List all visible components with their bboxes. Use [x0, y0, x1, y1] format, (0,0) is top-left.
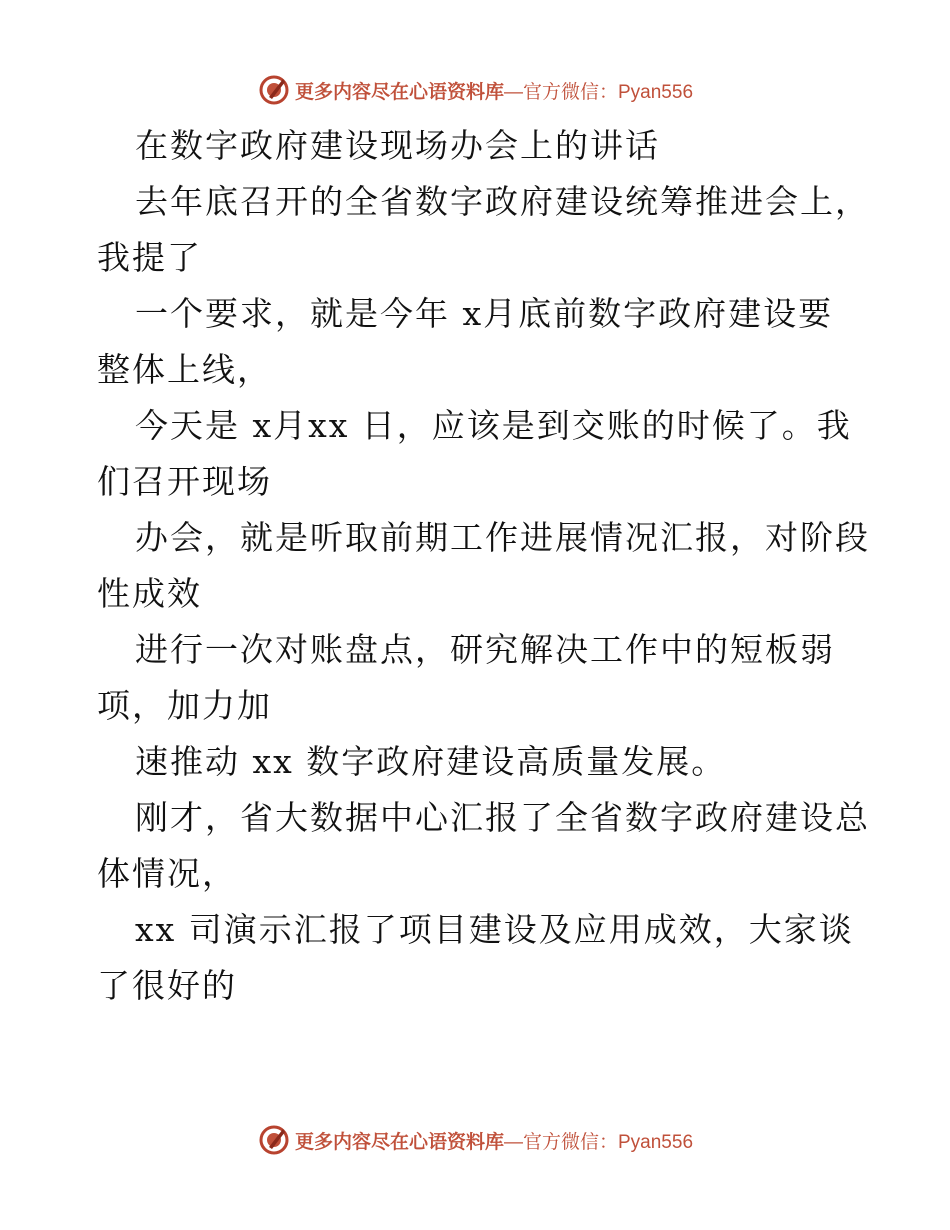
- banner-contact: —官方微信：Pyan556: [504, 1131, 694, 1153]
- paragraph-line: 们召开现场: [97, 462, 272, 501]
- paragraph-line: 今天是 x月xx 日，应该是到交账的时候了。我: [135, 406, 852, 445]
- paragraph-line: 性成效: [97, 574, 202, 613]
- paragraph-line: 刚才，省大数据中心汇报了全省数字政府建设总: [135, 798, 870, 837]
- banner-text: 更多内容尽在心语资料库: [294, 80, 504, 103]
- paragraph-line: 整体上线，: [97, 350, 272, 389]
- paragraph-line: 速推动 xx 数字政府建设高质量发展。: [135, 742, 727, 781]
- header-watermark-banner: [0, 70, 950, 110]
- banner-contact: —官方微信：Pyan556: [504, 81, 694, 103]
- paragraph-line: 体情况，: [97, 854, 237, 893]
- paragraph-line: 办会，就是听取前期工作进展情况汇报，对阶段: [135, 518, 870, 557]
- paragraph-line: 项，加力加: [97, 686, 272, 725]
- quill-logo-icon: [257, 73, 291, 107]
- document-body: [97, 118, 870, 1014]
- paragraph-line: 进行一次对账盘点，研究解决工作中的短板弱: [135, 630, 835, 669]
- footer-watermark-banner: [0, 1120, 950, 1160]
- paragraph-line: 一个要求，就是今年 x月底前数字政府建设要: [135, 294, 834, 333]
- paragraph-line: 我提了: [97, 238, 202, 277]
- document-title: 在数字政府建设现场办会上的讲话: [135, 126, 660, 165]
- banner-text: 更多内容尽在心语资料库: [294, 1130, 504, 1153]
- paragraph-line: 去年底召开的全省数字政府建设统筹推进会上，: [135, 182, 870, 221]
- paragraph-line: xx 司演示汇报了项目建设及应用成效，大家谈: [135, 910, 854, 949]
- paragraph-line: 了很好的: [97, 966, 237, 1005]
- quill-logo-icon: [257, 1123, 291, 1157]
